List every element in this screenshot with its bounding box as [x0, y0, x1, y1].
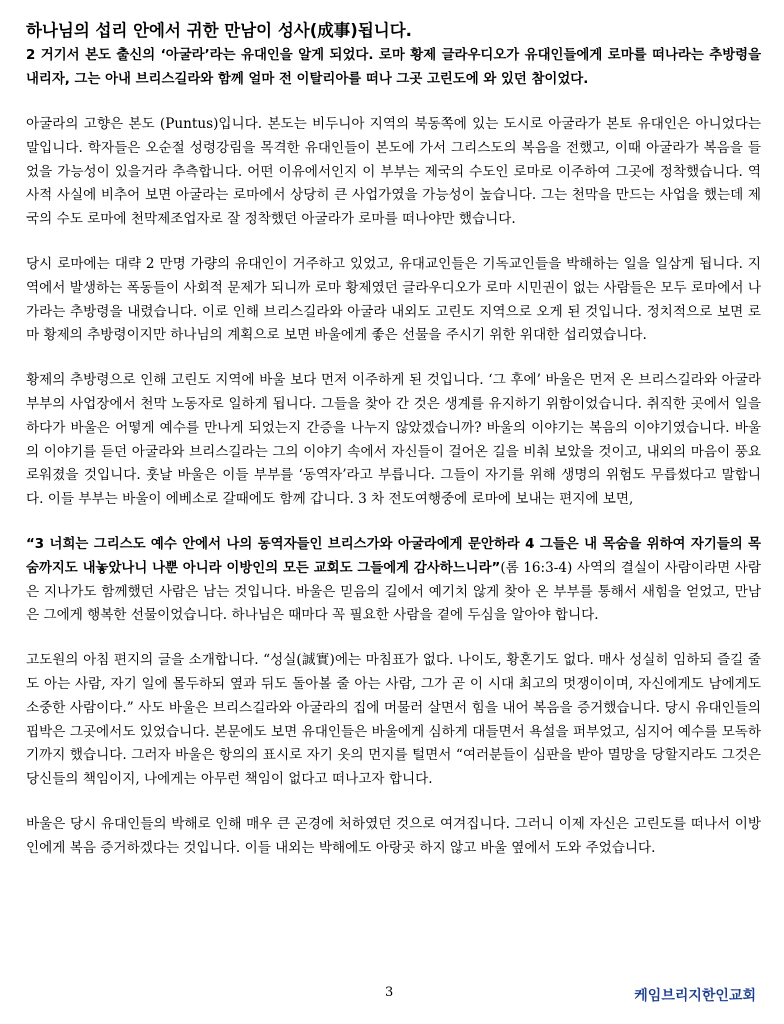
paragraph-3: 황제의 추방령으로 인해 고린도 지역에 바울 보다 먼저 이주하게 된 것입니다. ‘그 후에’ 바울은 먼저 온 브리스길라와 아굴라 부부의 사업장에서 천막 노동자로 일하게 됩니다. 그들을 찾아 간 것은 생계를 유지하기 위함이었습니다. 취직한 곳에서 일을 하다가 바울은 어떻게 예수를 만나게 되었는지 간증을 나누지 않았겠습니까? 바울의 이야기는 복음의 이야기였습니다. 바울의 이야기를 듣던 아굴라와 브리스길라는 그의 이야기 속에서 자신들이 걸어온 길을 비춰 보았을 것이고, 내외의 마음이 풍요로워졌을 것입니다. 훗날 바울은 이들 부부를 ‘동역자’라고 부릅니다. 그들이 자기를 위해 생명의 위험도 무릅썼다고 말합니다. 이들 부부는 바울이 에베소로 갈때에도 함께 갑니다. 3 차 전도여행중에 로마에 보내는 편지에 보면,	[26, 372, 761, 508]
quote-paragraph	[26, 533, 761, 628]
paragraph-1: 아굴라의 고향은 본도 (Puntus)입니다. 본도는 비두니아 지역의 북동쪽에 있는 도시로 아굴라가 본토 유대인은 아니었다는 말입니다. 학자들은 오순절 성령강림을 목격한 유대인들이 본도에 가서 그리스도의 복음을 전했고, 이때 아굴라가 복음을 들었을 가능성이 있을거라 추측합니다. 어떤 이유에서인지 이 부부는 제국의 수도인 로마로 이주하여 그곳에 정착했습니다. 역사적 사실에 비추어 보면 아굴라는 로마에서 상당히 큰 사업가였을 가능성이 높습니다. 그는 천막을 만드는 사업을 했는데 제국의 수도 로마에 천막제조업자로 잘 정착했던 아굴라가 로마를 떠나야만 했습니다.	[26, 116, 761, 228]
page-title: 하나님의 섭리 안에서 귀한 만남이 성사(成事)됩니다.	[26, 21, 412, 40]
paragraph-2: 당시 로마에는 대략 2 만명 가량의 유대인이 거주하고 있었고, 유대교인들은 기독교인들을 박해하는 일을 일삼게 됩니다. 지역에서 발생하는 폭동들이 사회적 문제가 되니까 로마 황제였던 글라우디오가 로마 시민권이 없는 사람들은 모두 로마에서 나가라는 추방령을 내렸습니다. 이로 인해 브리스길라와 아굴라 내외도 고린도 지역으로 오게 된 것입니다. 정치적으로 보면 로마 황제의 추방령이지만 하나님의 계획으로 보면 바울에게 좋은 선물을 주시기 위한 위대한 섭리였습니다.	[26, 255, 761, 344]
scripture-lead: 2 거기서 본도 출신의 ‘아굴라’라는 유대인을 알게 되었다. 로마 황제 글라우디오가 유대인들에게 로마를 떠나라는 추방령을 내리자, 그는 아내 브리스길라와 함께 얼마 전 이탈리아를 떠나 그곳 고린도에 와 있던 참이었다.	[26, 48, 761, 87]
quote-commentary: (롬 16:3-4) 사역의 결실이 사람이라면 사람은 지나가도 함께했던 사람은 남는 것입니다. 바울은 믿음의 길에서 예기치 않게 찾아 온 부부를 통해서 새힘을 얻었고, 만남은 그에게 행복한 선물이었습니다. 하나님은 때마다 꼭 필요한 사람을 곁에 두심을 알아야 합니다.	[26, 559, 761, 624]
paragraph-5: 고도원의 아침 편지의 글을 소개합니다. “성실(誠實)에는 마침표가 없다. 나이도, 황혼기도 없다. 매사 성실히 임하되 즐길 줄도 아는 사람, 자기 일에 몰두하되 옆과 뒤도 돌아볼 줄 아는 사람, 그가 곧 이 시대 최고의 멋쟁이이며, 자신에게도 남에게도 소중한 사람이다.” 사도 바울은 브리스길라와 아굴라의 집에 머물러 살면서 힘을 내어 복음을 증거했습니다. 당시 유대인들의 핍박은 그곳에서도 있었습니다. 본문에도 보면 유대인들은 바울에게 심하게 대들면서 욕설을 퍼부었고, 심지어 예수를 모독하기까지 했습니다. 그러자 바울은 항의의 표시로 자기 옷의 먼지를 털면서 “여러분들이 심판을 받아 멸망을 당할지라도 그것은 당신들의 책임이지, 나에게는 아무런 책임이 없다고 떠나고자 합니다.	[26, 652, 761, 788]
page-number: 3	[385, 985, 394, 1000]
scripture-quote: “3 너희는 그리스도 예수 안에서 나의 동역자들인 브리스가와 아굴라에게 문안하라 4 그들은 내 목숨을 위하여 자기들의 목숨까지도 내놓았나니 나뿐 아니라 이방인의 모든 교회도 그들에게 감사하느니라”	[26, 536, 761, 576]
paragraph-6: 바울은 당시 유대인들의 박해로 인해 매우 큰 곤경에 처하였던 것으로 여겨집니다. 그러니 이제 자신은 고린도를 떠나서 이방인에게 복음 증거하겠다는 것입니다. 이들 내외는 박해에도 아랑곳 하지 않고 바울 옆에서 도와 주었습니다.	[26, 815, 761, 856]
document-body	[26, 20, 761, 861]
church-name: 케임브리지한인교회	[634, 988, 756, 1004]
